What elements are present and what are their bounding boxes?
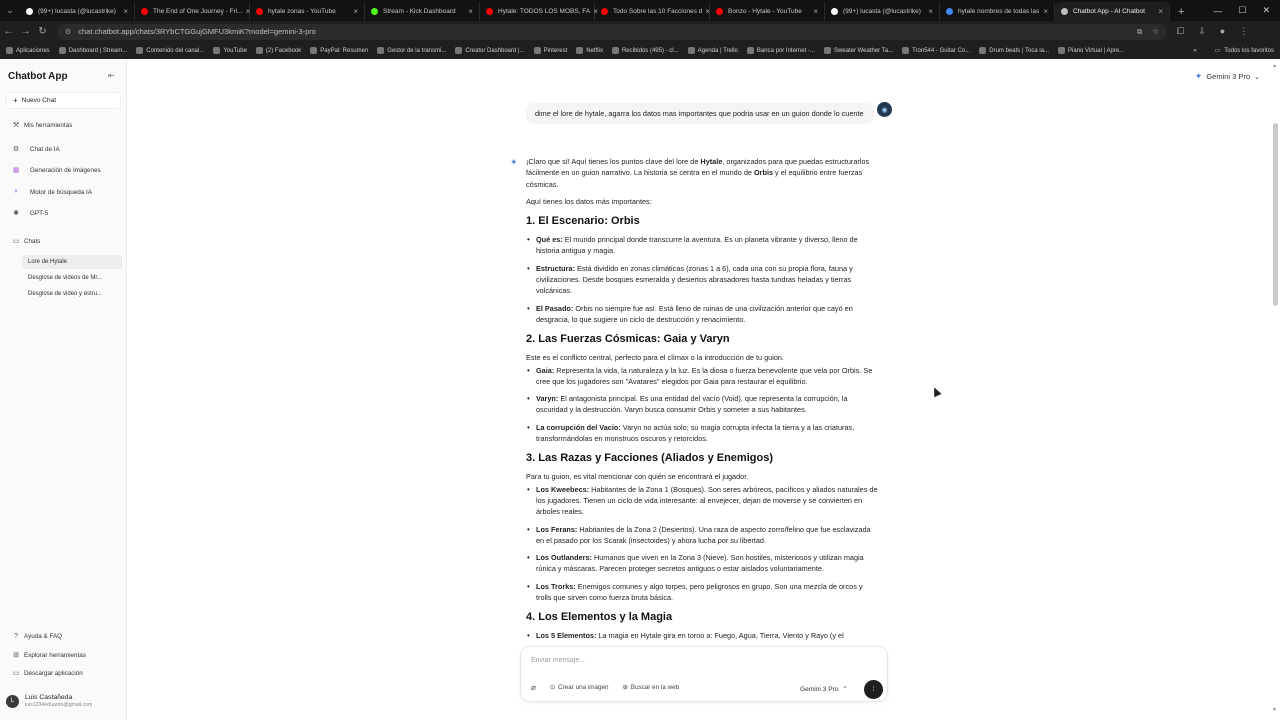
chat-item-desglose-video[interactable]: Desglose de video y estru... xyxy=(28,291,103,297)
profile-icon[interactable]: ● xyxy=(1219,26,1226,36)
avatar: L xyxy=(6,695,19,708)
browser-tab[interactable]: (99+) lucasta (@lucastrike) × xyxy=(20,2,135,21)
close-tab-icon[interactable]: × xyxy=(928,7,933,16)
bookmark-item[interactable]: Pinterest xyxy=(534,47,568,54)
address-bar[interactable] xyxy=(57,24,1167,40)
list-item: • Los Trorks: Enemigos comunes y algo torpes, pero peligrosos en grupo. Son una mezcla de orcos y trolls que sirven como fuerza bruta básica. xyxy=(526,581,878,604)
bookmark-favicon-icon xyxy=(612,47,619,54)
scrollbar-thumb[interactable] xyxy=(1273,123,1278,306)
bookmark-favicon-icon xyxy=(902,47,909,54)
list-item: • Gaia: Representa la vida, la naturaleza y la luz. Es la diosa o fuerza benevolente que vela por Orbis. Se cree que los jugadores son "Avatares" elegidos por Gaia para restaurar el equilibrio. xyxy=(526,365,878,388)
bookmark-item[interactable]: Dashboard | Stream... xyxy=(59,47,128,54)
search-icon: ⌕ xyxy=(14,188,18,195)
site-info-icon[interactable]: ⚙ xyxy=(65,28,72,36)
bookmark-item[interactable]: Creator Dashboard |... xyxy=(455,47,524,54)
ai-sparkle-icon: ✦ xyxy=(510,157,518,167)
list-item: • El Pasado: Orbis no siempre fue así. Está lleno de ruinas de una civilización anterior que cayó en desgracia, lo que sugiere un ciclo de destrucción y renacimiento. xyxy=(526,303,878,326)
list-item: • Los Kweebecs: Habitantes de la Zona 1 (Bosques). Son seres arbóreos, pacíficos y aliados naturales de los jugadores. Tienen un ciclo de vida interesante: al envejecer, dejan de moverse y se convierten en árboles reales. xyxy=(526,484,878,518)
bookmark-item[interactable]: Netflix xyxy=(576,47,603,54)
sidebar-item-image-generation[interactable]: ▦ Generación de Imágenes xyxy=(12,166,101,174)
user-profile[interactable] xyxy=(6,694,92,708)
bookmark-favicon-icon xyxy=(377,47,384,54)
close-tab-icon[interactable]: × xyxy=(1043,7,1048,16)
bookmark-favicon-icon xyxy=(979,47,986,54)
tab-favicon-icon xyxy=(486,8,493,15)
bookmark-favicon-icon xyxy=(256,47,263,54)
close-tab-icon[interactable]: × xyxy=(353,7,358,16)
bookmark-favicon-icon xyxy=(455,47,462,54)
tab-favicon-icon xyxy=(371,8,378,15)
globe-icon: ⊕ xyxy=(622,684,628,691)
tab-favicon-icon xyxy=(831,8,838,15)
section-title-3: 3. Las Razas y Facciones (Aliados y Enemigos) xyxy=(526,452,773,465)
section-1-list xyxy=(526,234,878,325)
chat-icon: ⚙ xyxy=(12,146,20,153)
close-tab-icon[interactable]: × xyxy=(468,7,473,16)
bookmark-favicon-icon xyxy=(576,47,583,54)
model-selector[interactable]: ✦ Gemini 3 Pro ⌄ xyxy=(1194,71,1260,81)
create-image-button[interactable]: ⊙ Crear una imagen xyxy=(549,684,609,691)
section-2-intro: Este es el conflicto central, perfecto para el clímax o la introducción de tu guion. xyxy=(526,353,784,363)
list-item: • Los 5 Elementos: La magia en Hytale gira en torno a: Fuego, Agua, Tierra, Viento y Rayo (y el xyxy=(526,630,878,641)
bookmark-item[interactable]: Contenido del canal... xyxy=(136,47,204,54)
section-2-list xyxy=(526,365,878,445)
chevron-down-icon: ⌄ xyxy=(1254,73,1260,81)
browser-tab[interactable]: The End of One Journey - Fri... × xyxy=(135,2,250,21)
browser-tab[interactable]: hytale nombres de todas las × xyxy=(940,2,1055,21)
section-3-list xyxy=(526,484,878,604)
close-tab-icon[interactable]: × xyxy=(123,7,128,16)
close-window-icon[interactable]: ✕ xyxy=(1262,5,1270,15)
user-email: luis1234eduardo@gmail.com xyxy=(25,702,93,708)
browser-tab[interactable]: hytale zonas - YouTube × xyxy=(250,2,365,21)
explore-tools-link[interactable]: ⊞ Explorar herramientas xyxy=(11,651,86,659)
scroll-up-icon[interactable]: ▲ xyxy=(1272,63,1277,69)
bookmark-star-icon[interactable]: ☆ xyxy=(1152,26,1159,36)
bookmark-favicon-icon xyxy=(1058,47,1065,54)
my-tools-header[interactable]: ⚒ Mis herramientas xyxy=(12,121,73,129)
chats-header[interactable]: ▭ Chats xyxy=(12,237,41,245)
composer-model-selector[interactable]: Gemini 3 Pro ⌃ xyxy=(800,686,848,693)
browser-tab[interactable]: Chatbot App - AI Chatbot × xyxy=(1055,2,1170,21)
attach-icon[interactable]: ⌀ xyxy=(531,683,536,692)
download-icon: ▭ xyxy=(12,670,20,677)
ai-response xyxy=(526,156,878,648)
tab-favicon-icon xyxy=(141,8,148,15)
sidebar-item-gpt5[interactable]: ✺ GPT-5 xyxy=(11,209,48,217)
section-title-1: 1. El Escenario: Orbis xyxy=(526,215,640,228)
download-app-link[interactable]: ▭ Descargar aplicación xyxy=(12,669,83,677)
bookmark-favicon-icon xyxy=(747,47,754,54)
window-controls xyxy=(1213,0,1280,21)
downloads-icon[interactable]: ⇩ xyxy=(1198,26,1206,36)
voice-send-button[interactable] xyxy=(864,680,883,699)
bookmark-favicon-icon xyxy=(310,47,317,54)
message-composer xyxy=(520,646,888,702)
browser-tab[interactable]: Hytale: TODOS LOS MOBS, FA × xyxy=(480,2,595,21)
user-avatar-icon: ◉ xyxy=(877,102,892,117)
bookmark-item[interactable]: Recibidos (495) - cl... xyxy=(612,47,679,54)
bookmark-item[interactable]: Tron544 - Guitar Co... xyxy=(902,47,970,54)
bookmark-favicon-icon xyxy=(59,47,66,54)
bookmark-favicon-icon xyxy=(688,47,695,54)
sidebar-item-search-engine[interactable]: ⌕ Motor de búsqueda IA xyxy=(11,188,92,196)
bookmark-item[interactable]: YouTube xyxy=(213,47,247,54)
mouse-cursor xyxy=(930,386,941,398)
user-name: Luis Castañeda xyxy=(25,694,73,701)
list-item: • Varyn: El antagonista principal. Es una entidad del vacío (Void), que representa la corrupción, la oscuridad y la destrucción. Varyn busca consumir Orbis y someter a sus habitantes. xyxy=(526,393,878,416)
response-intro-2: Aquí tienes los datos más importantes: xyxy=(526,196,652,206)
bookmark-item[interactable]: Agenda | Trello xyxy=(688,47,738,54)
tab-favicon-icon xyxy=(26,8,33,15)
section-3-intro: Para tu guion, es vital mencionar con quién se encontrará el jugador. xyxy=(526,472,749,482)
close-tab-icon[interactable]: × xyxy=(245,7,251,16)
bookmark-item[interactable]: PayPal: Resumen xyxy=(310,47,368,54)
collapse-sidebar-icon[interactable]: ⇤ xyxy=(108,71,115,80)
chat-item-desglose-videos[interactable]: Desglose de videos de Mr... xyxy=(28,275,103,281)
list-item: • Los Ferans: Habitantes de la Zona 2 (Desiertos). Una raza de aspecto zorro/felino que fue esclavizada en el pasado por los Scarak (insectoides) y ahora lucha por su libertad. xyxy=(526,524,878,547)
tab-favicon-icon xyxy=(716,8,723,15)
scroll-down-icon[interactable]: ▼ xyxy=(1272,707,1277,713)
more-bookmarks-icon[interactable]: » xyxy=(1193,47,1197,54)
browser-toolbar xyxy=(0,21,1280,42)
image-icon: ⊙ xyxy=(549,684,556,691)
bookmark-item[interactable]: Sweater Weather Ta... xyxy=(824,47,893,54)
chat-main xyxy=(128,59,1270,720)
audio-wave-icon: ⦙ xyxy=(872,685,875,693)
bookmark-item[interactable]: Gestor de la transmi... xyxy=(377,47,446,54)
list-item: • La corrupción del Vacío: Varyn no actúa solo; su magia corrupta infecta la tierra y a las criaturas, transformándolas en monstruos oscuros y retorcidos. xyxy=(526,422,878,445)
image-icon: ▦ xyxy=(12,167,20,174)
bookmark-favicon-icon xyxy=(534,47,541,54)
back-icon[interactable]: ← xyxy=(3,26,14,37)
openai-icon: ✺ xyxy=(13,210,19,217)
app xyxy=(0,59,1280,720)
chevron-up-icon: ⌃ xyxy=(842,686,848,693)
bookmark-item[interactable]: Drum beats | Toca la... xyxy=(979,47,1049,54)
bookmark-favicon-icon xyxy=(824,47,831,54)
sidebar xyxy=(0,59,127,720)
browser-tab[interactable]: (99+) lucasta (@lucastrike) × xyxy=(825,2,940,21)
tab-search-icon[interactable]: ⌄ xyxy=(6,5,14,15)
chat-item-lore-hytale[interactable]: Lore de Hytale xyxy=(22,255,122,269)
bookmark-item[interactable]: Aplicaciones xyxy=(6,47,50,54)
tab-favicon-icon xyxy=(946,8,953,15)
chats-icon: ▭ xyxy=(12,238,20,245)
app-brand: Chatbot App xyxy=(8,71,68,82)
bookmark-favicon-icon xyxy=(136,47,143,54)
close-tab-icon[interactable]: × xyxy=(813,7,818,16)
tab-favicon-icon xyxy=(601,8,608,15)
message-input[interactable] xyxy=(531,657,871,664)
extensions-icon[interactable]: ⧠ xyxy=(1177,26,1185,36)
url-text: chat.chatbot.app/chats/3RYbCTGGujGMFU3kmiK?model=gemini-3-pro xyxy=(78,27,316,36)
gemini-sparkle-icon: ✦ xyxy=(1194,71,1203,81)
tools-icon: ⚒ xyxy=(12,122,20,129)
help-icon: ? xyxy=(14,633,18,640)
bookmark-favicon-icon xyxy=(213,47,220,54)
bookmark-favicon-icon xyxy=(6,47,13,54)
all-bookmarks[interactable]: » ▭ Todos los favoritos xyxy=(1193,47,1274,54)
reload-icon[interactable]: ↻ xyxy=(38,26,47,37)
tab-favicon-icon xyxy=(1061,8,1068,15)
user-message: dime el lore de hytale, agarra los datos mas importantes que podria usar en un guion donde lo cuente xyxy=(526,103,874,124)
section-title-4: 4. Los Elementos y la Magia xyxy=(526,611,673,624)
section-title-2: 2. Las Fuerzas Cósmicas: Gaia y Varyn xyxy=(526,333,730,346)
list-item: • Los Outlanders: Humanos que viven en la Zona 3 (Nieve). Son hostiles, misteriosos y utilizan magia rúnica y máscaras. Parecen proteger secretos antiguos o estar aislados voluntariamente. xyxy=(526,552,878,575)
bookmark-item[interactable]: Banca por Internet -... xyxy=(747,47,815,54)
minimize-icon[interactable]: — xyxy=(1213,5,1223,16)
bookmark-item[interactable]: Piano Virtual | Apre... xyxy=(1058,47,1124,54)
close-tab-icon[interactable]: × xyxy=(1158,7,1163,16)
tab-favicon-icon xyxy=(256,8,263,15)
browser-chrome xyxy=(0,0,1280,59)
new-chat-button[interactable]: + Nuevo Chat xyxy=(6,92,121,109)
list-item: • Estructura: Está dividido en zonas climáticas (zonas 1 a 6), cada una con su propia flora, fauna y civilizaciones. Desde bosques esmeralda y desiertos abrasadores hasta tundras heladas y tierras volcánicas. xyxy=(526,263,878,297)
folder-icon: ▭ xyxy=(1214,48,1221,54)
browser-tab[interactable]: Todo Sobre las 10 Facciones d × xyxy=(595,2,710,21)
new-tab-button[interactable]: + xyxy=(1178,5,1185,18)
translate-icon[interactable]: ⧉ xyxy=(1136,26,1143,36)
bookmarks-bar xyxy=(0,42,1280,59)
bookmark-item[interactable]: (2) Facebook xyxy=(256,47,301,54)
close-tab-icon[interactable]: × xyxy=(593,7,598,16)
section-4-list xyxy=(526,630,878,641)
response-intro: ¡Claro que sí! Aquí tienes los puntos clave del lore de Hytale, organizados para que puedas estructurarlos fácilmente en un guion narrativo. La historia se centra en el mundo de Orbis y el equilibrio entre fuerzas cósmicas. xyxy=(526,157,870,189)
explore-icon: ⊞ xyxy=(13,652,19,659)
list-item: • Qué es: El mundo principal donde transcurre la aventura. Es un planeta vibrante y diverso, lleno de historia antigua y magia. xyxy=(526,234,878,257)
close-tab-icon[interactable]: × xyxy=(705,7,710,16)
browser-tab[interactable]: Bonzo - Hytale - YouTube × xyxy=(710,2,825,21)
maximize-icon[interactable]: ☐ xyxy=(1238,5,1247,15)
tab-strip xyxy=(0,0,1280,21)
web-search-button[interactable]: ⊕ Buscar en la web xyxy=(622,684,680,691)
browser-tab[interactable]: Stream - Kick Dashboard × xyxy=(365,2,480,21)
sidebar-item-chat-ia[interactable]: ⚙ Chat de IA xyxy=(12,145,60,153)
plus-icon: + xyxy=(13,96,18,105)
browser-menu-icon[interactable]: ⋮ xyxy=(1239,26,1249,36)
forward-icon[interactable]: → xyxy=(20,26,31,37)
help-faq-link[interactable]: ? Ayuda & FAQ xyxy=(11,633,62,640)
